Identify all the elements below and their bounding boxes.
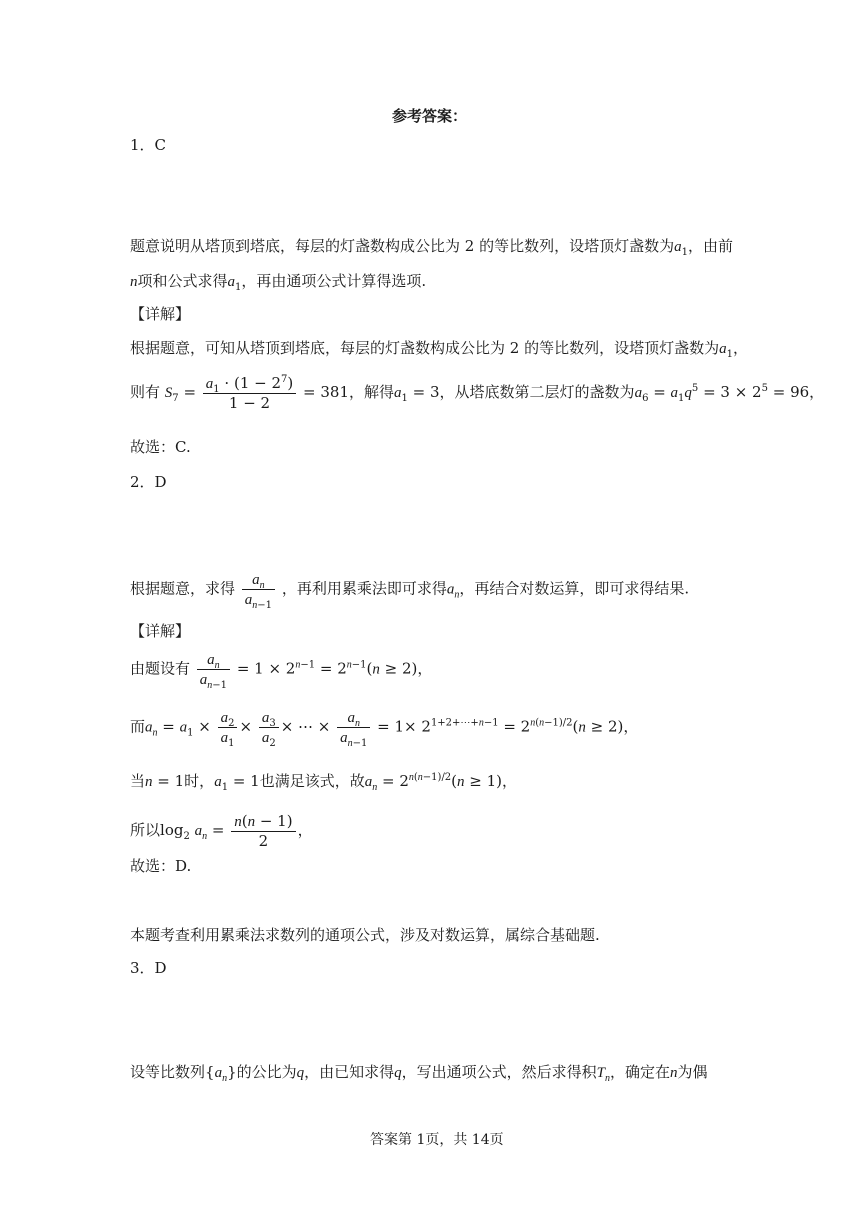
- q1-analysis-line1: 题意说明从塔顶到塔底，每层的灯盏数构成公比为 2 的等比数列，设塔顶灯盏数为$a_1$，由前: [130, 237, 733, 258]
- q2-detail-line2: 而$a_n = a_1$ × $\frac{a_2}{a_1}$ × $\frac{a_3}{a_2}$ × ⋯ × $\frac{a_n}{a_{n-1}}$ = $1\times 2^{1+2+\cdots+n-1} = 2^{n(n-1)/2}(n \ge 2)$，: [130, 710, 639, 749]
- q2-number: 2．D: [130, 473, 167, 491]
- q2-detail-line4: 所以$\log_2 a_n$ = $\frac{n(n - 1)}{2}$ ，: [130, 812, 313, 850]
- q1-sum-fraction: $\frac{a_1 \cdot (1 - 2^7)}{1 - 2}$: [203, 374, 296, 412]
- page-footer: 答案第 1页，共 14页: [370, 1132, 504, 1148]
- q3-analysis: 设等比数列$\{a_n\}$的公比为q，由已知求得q，写出通项公式，然后求得积$T_n$，确定在n为偶: [130, 1063, 708, 1084]
- q2-analysis: 根据题意，求得 $\frac{a_n}{a_{n-1}}$ ，再利用累乘法即可求得$a_n$，再结合对数运算，即可求得结果.: [130, 572, 690, 611]
- q1-detail-line1: 根据题意，可知从塔顶到塔底，每层的灯盏数构成公比为 2 的等比数列，设塔顶灯盏数为$a_1$，: [130, 339, 748, 360]
- q1-detail-line2: 则有 $S_7$ = $\frac{a_1 \cdot (1 - 2^7)}{1 - 2}$ = 381，解得$a_1 = 3$，从塔底数第二层灯的盏数为$a_6 = a_1q^5 = 3 \times 2^5 = 96$，: [130, 374, 825, 412]
- q1-number: 1．C: [130, 136, 167, 154]
- q2-detail-line3: 当n = 1时，$a_1 = 1$也满足该式，故$a_n = 2^{n(n-1)/2}(n \ge 1)$，: [130, 772, 518, 793]
- q1-detail-tag: 【详解】: [130, 305, 191, 323]
- q2-ratio-fraction: $\frac{a_n}{a_{n-1}}$: [242, 570, 275, 609]
- q2-comment: 本题考查利用累乘法求数列的通项公式，涉及对数运算，属综合基础题.: [130, 926, 600, 944]
- q2-detail-tag: 【详解】: [130, 622, 191, 640]
- q2-detail-line1: 由题设有 $\frac{a_n}{a_{n-1}}$ = $1 \times 2^{n-1} = 2^{n-1}(n \ge 2)$，: [130, 652, 433, 691]
- q1-analysis-line2: n项和公式求得$a_1$，再由通项公式计算得选项.: [130, 272, 427, 293]
- q2-answer: 故选：D.: [130, 857, 192, 875]
- q1-answer: 故选：C.: [130, 438, 191, 456]
- page-title: 参考答案：: [392, 107, 468, 125]
- q3-number: 3．D: [130, 959, 167, 977]
